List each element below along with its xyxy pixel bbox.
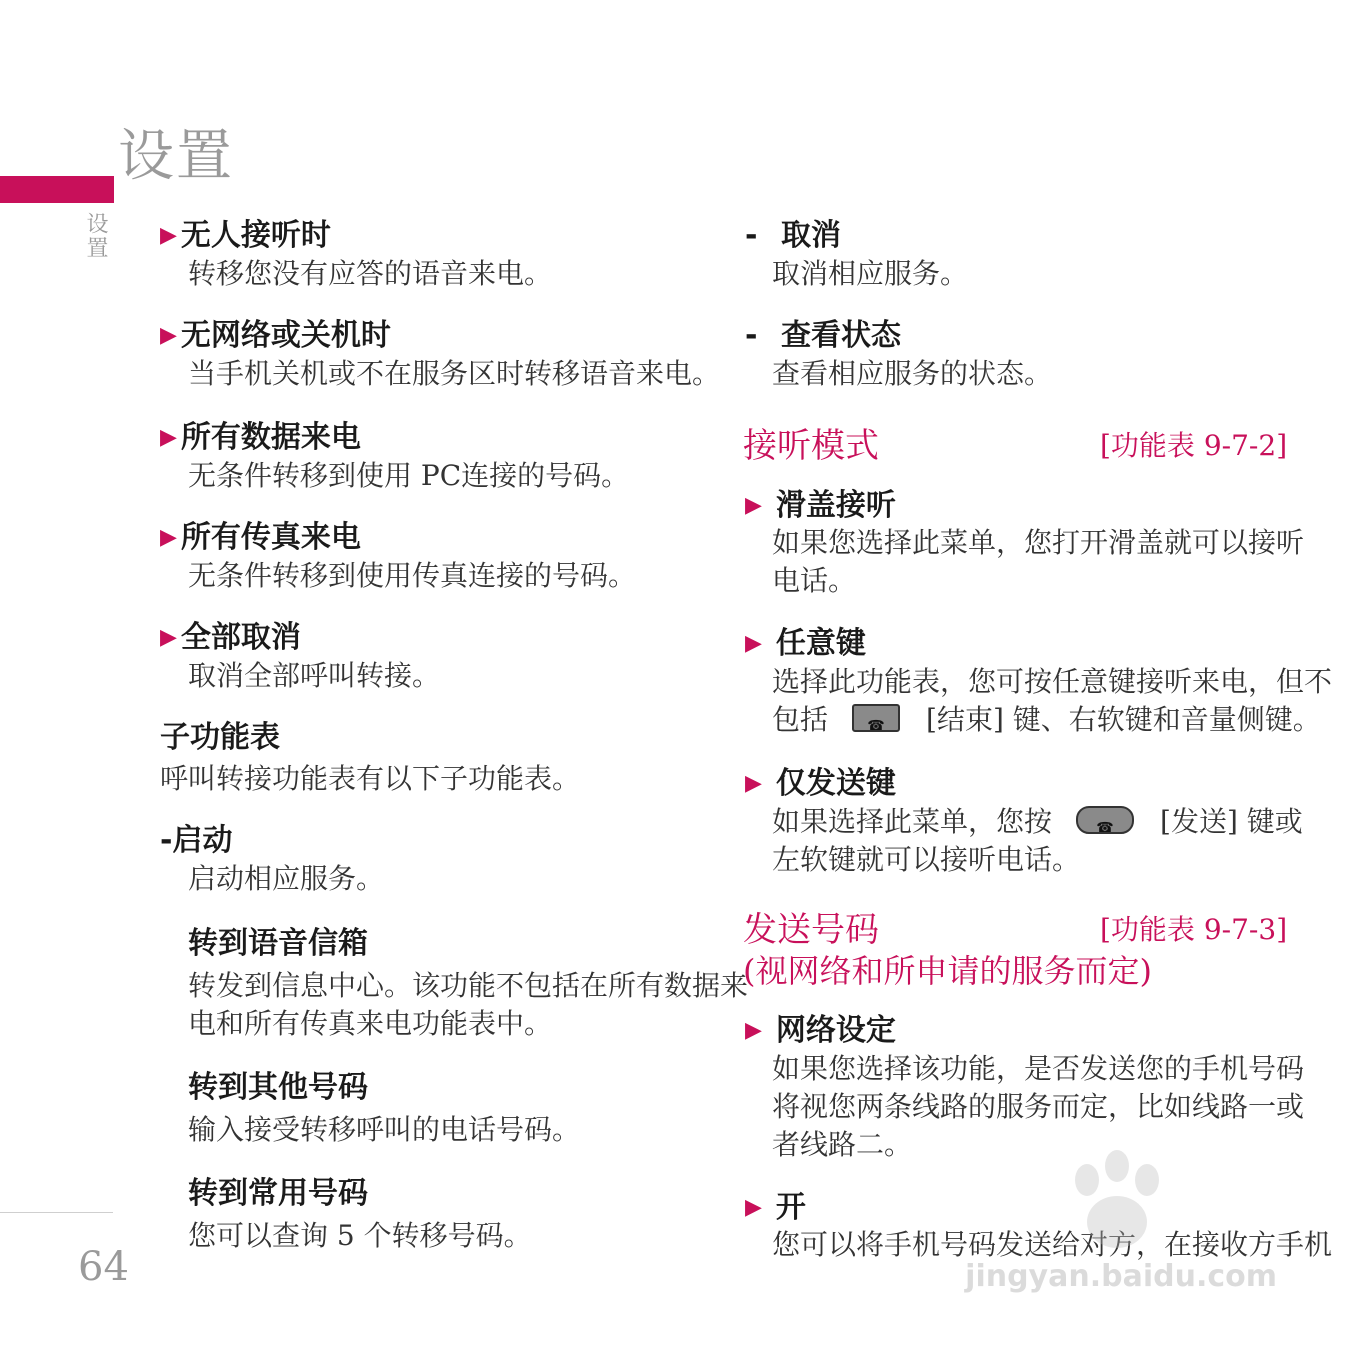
dash-marker: -	[745, 318, 758, 353]
paw-logo-icon	[1057, 1150, 1177, 1260]
bullet-triangle-icon: ▶	[745, 493, 762, 518]
submenu-description: 呼叫转接功能表有以下子功能表。	[160, 762, 581, 795]
section-heading-send-number: 发送号码	[743, 910, 879, 950]
section-heading-answer-mode: 接听模式	[743, 426, 879, 466]
item-description: 当手机关机或不在服务区时转移语音来电。	[188, 357, 721, 390]
item-description-line	[772, 701, 1321, 738]
item-description: 无条件转移到使用 PC连接的号码。	[188, 459, 630, 492]
send-call-key-icon: ☎	[1076, 806, 1134, 834]
item-title-text: 网络设定	[775, 1013, 896, 1048]
page-title: 设置	[118, 124, 234, 189]
side-section-label: 设置	[83, 212, 108, 260]
item-title	[745, 618, 866, 662]
option-description-line: 电和所有传真来电功能表中。	[188, 1007, 553, 1040]
item-title-text: 全部取消	[180, 620, 301, 655]
item-description: 转移您没有应答的语音来电。	[188, 257, 553, 290]
item-title-text: 仅发送键	[775, 766, 896, 801]
item-title	[160, 612, 301, 656]
inline-text: 如果选择此菜单，您按	[772, 805, 1053, 838]
item-title	[745, 1005, 896, 1049]
item-description-line: 将视您两条线路的服务而定，比如线路一或	[772, 1090, 1305, 1123]
bullet-triangle-icon: ▶	[160, 323, 177, 348]
bullet-triangle-icon: ▶	[160, 625, 177, 650]
item-title	[160, 210, 331, 254]
inline-text: [发送] 键或	[1160, 805, 1303, 838]
item-title-text: 无网络或关机时	[180, 318, 391, 353]
item-description-line: 左软键就可以接听电话。	[772, 843, 1081, 876]
bullet-triangle-icon: ▶	[745, 771, 762, 796]
item-description-line: 如果您选择此菜单，您打开滑盖就可以接听	[772, 526, 1305, 559]
item-title-text: 查看状态	[781, 318, 901, 353]
item-title	[160, 412, 361, 456]
start-description: 启动相应服务。	[188, 862, 385, 895]
bullet-triangle-icon: ▶	[160, 425, 177, 450]
option-heading: 转到其他号码	[188, 1070, 368, 1105]
menu-reference: [功能表 9-7-2]	[1100, 429, 1288, 462]
item-description-line: 电话。	[772, 564, 857, 597]
item-description: 取消全部呼叫转接。	[188, 659, 441, 692]
dash-marker: -	[745, 218, 758, 253]
item-title-text: 开	[775, 1190, 806, 1225]
bullet-triangle-icon: ▶	[160, 525, 177, 550]
page-number: 64	[78, 1244, 129, 1290]
bullet-triangle-icon: ▶	[745, 631, 762, 656]
option-heading: 转到语音信箱	[188, 926, 368, 961]
item-description-line: 者线路二。	[772, 1128, 913, 1161]
submenu-heading: 子功能表	[160, 720, 280, 755]
item-title	[745, 480, 896, 524]
option-description-line: 您可以查询 5 个转移号码。	[188, 1219, 532, 1252]
item-title-text: 无人接听时	[180, 218, 331, 253]
item-title-text: 取消	[781, 218, 841, 253]
option-description-line: 输入接受转移呼叫的电话号码。	[188, 1113, 581, 1146]
watermark-text: jingyan.baidu.com	[965, 1259, 1277, 1294]
bullet-triangle-icon: ▶	[745, 1018, 762, 1043]
item-description: 查看相应服务的状态。	[772, 357, 1053, 390]
side-tab-marker	[0, 176, 114, 203]
bullet-triangle-icon: ▶	[745, 1195, 762, 1220]
item-description: 取消相应服务。	[772, 257, 969, 290]
section-subtitle: (视网络和所申请的服务而定)	[743, 952, 1152, 990]
item-title-text: 任意键	[775, 626, 866, 661]
item-description-line: 您可以将手机号码发送给对方，在接收方手机	[772, 1228, 1333, 1261]
footer-divider	[0, 1212, 113, 1213]
bullet-triangle-icon: ▶	[160, 223, 177, 248]
item-title	[745, 1182, 806, 1226]
item-title-text: 所有数据来电	[180, 420, 361, 455]
start-heading: -启动	[160, 823, 233, 858]
item-title-text: 滑盖接听	[775, 488, 896, 523]
item-description-line	[772, 803, 1303, 840]
item-title	[745, 310, 901, 354]
item-title-text: 所有传真来电	[180, 520, 361, 555]
item-description: 无条件转移到使用传真连接的号码。	[188, 559, 637, 592]
item-title	[160, 310, 391, 354]
item-description-line: 选择此功能表，您可按任意键接听来电，但不	[772, 665, 1333, 698]
item-title	[160, 512, 361, 556]
menu-reference: [功能表 9-7-3]	[1100, 913, 1288, 946]
end-call-key-icon: ☎	[852, 704, 900, 732]
option-heading: 转到常用号码	[188, 1176, 368, 1211]
option-description-line: 转发到信息中心。该功能不包括在所有数据来	[188, 969, 749, 1002]
item-title	[745, 210, 841, 254]
inline-text: [结束] 键、右软键和音量侧键。	[926, 703, 1321, 736]
item-description-line: 如果您选择该功能，是否发送您的手机号码	[772, 1052, 1305, 1085]
inline-text: 包括	[772, 703, 829, 736]
item-title	[745, 758, 896, 802]
